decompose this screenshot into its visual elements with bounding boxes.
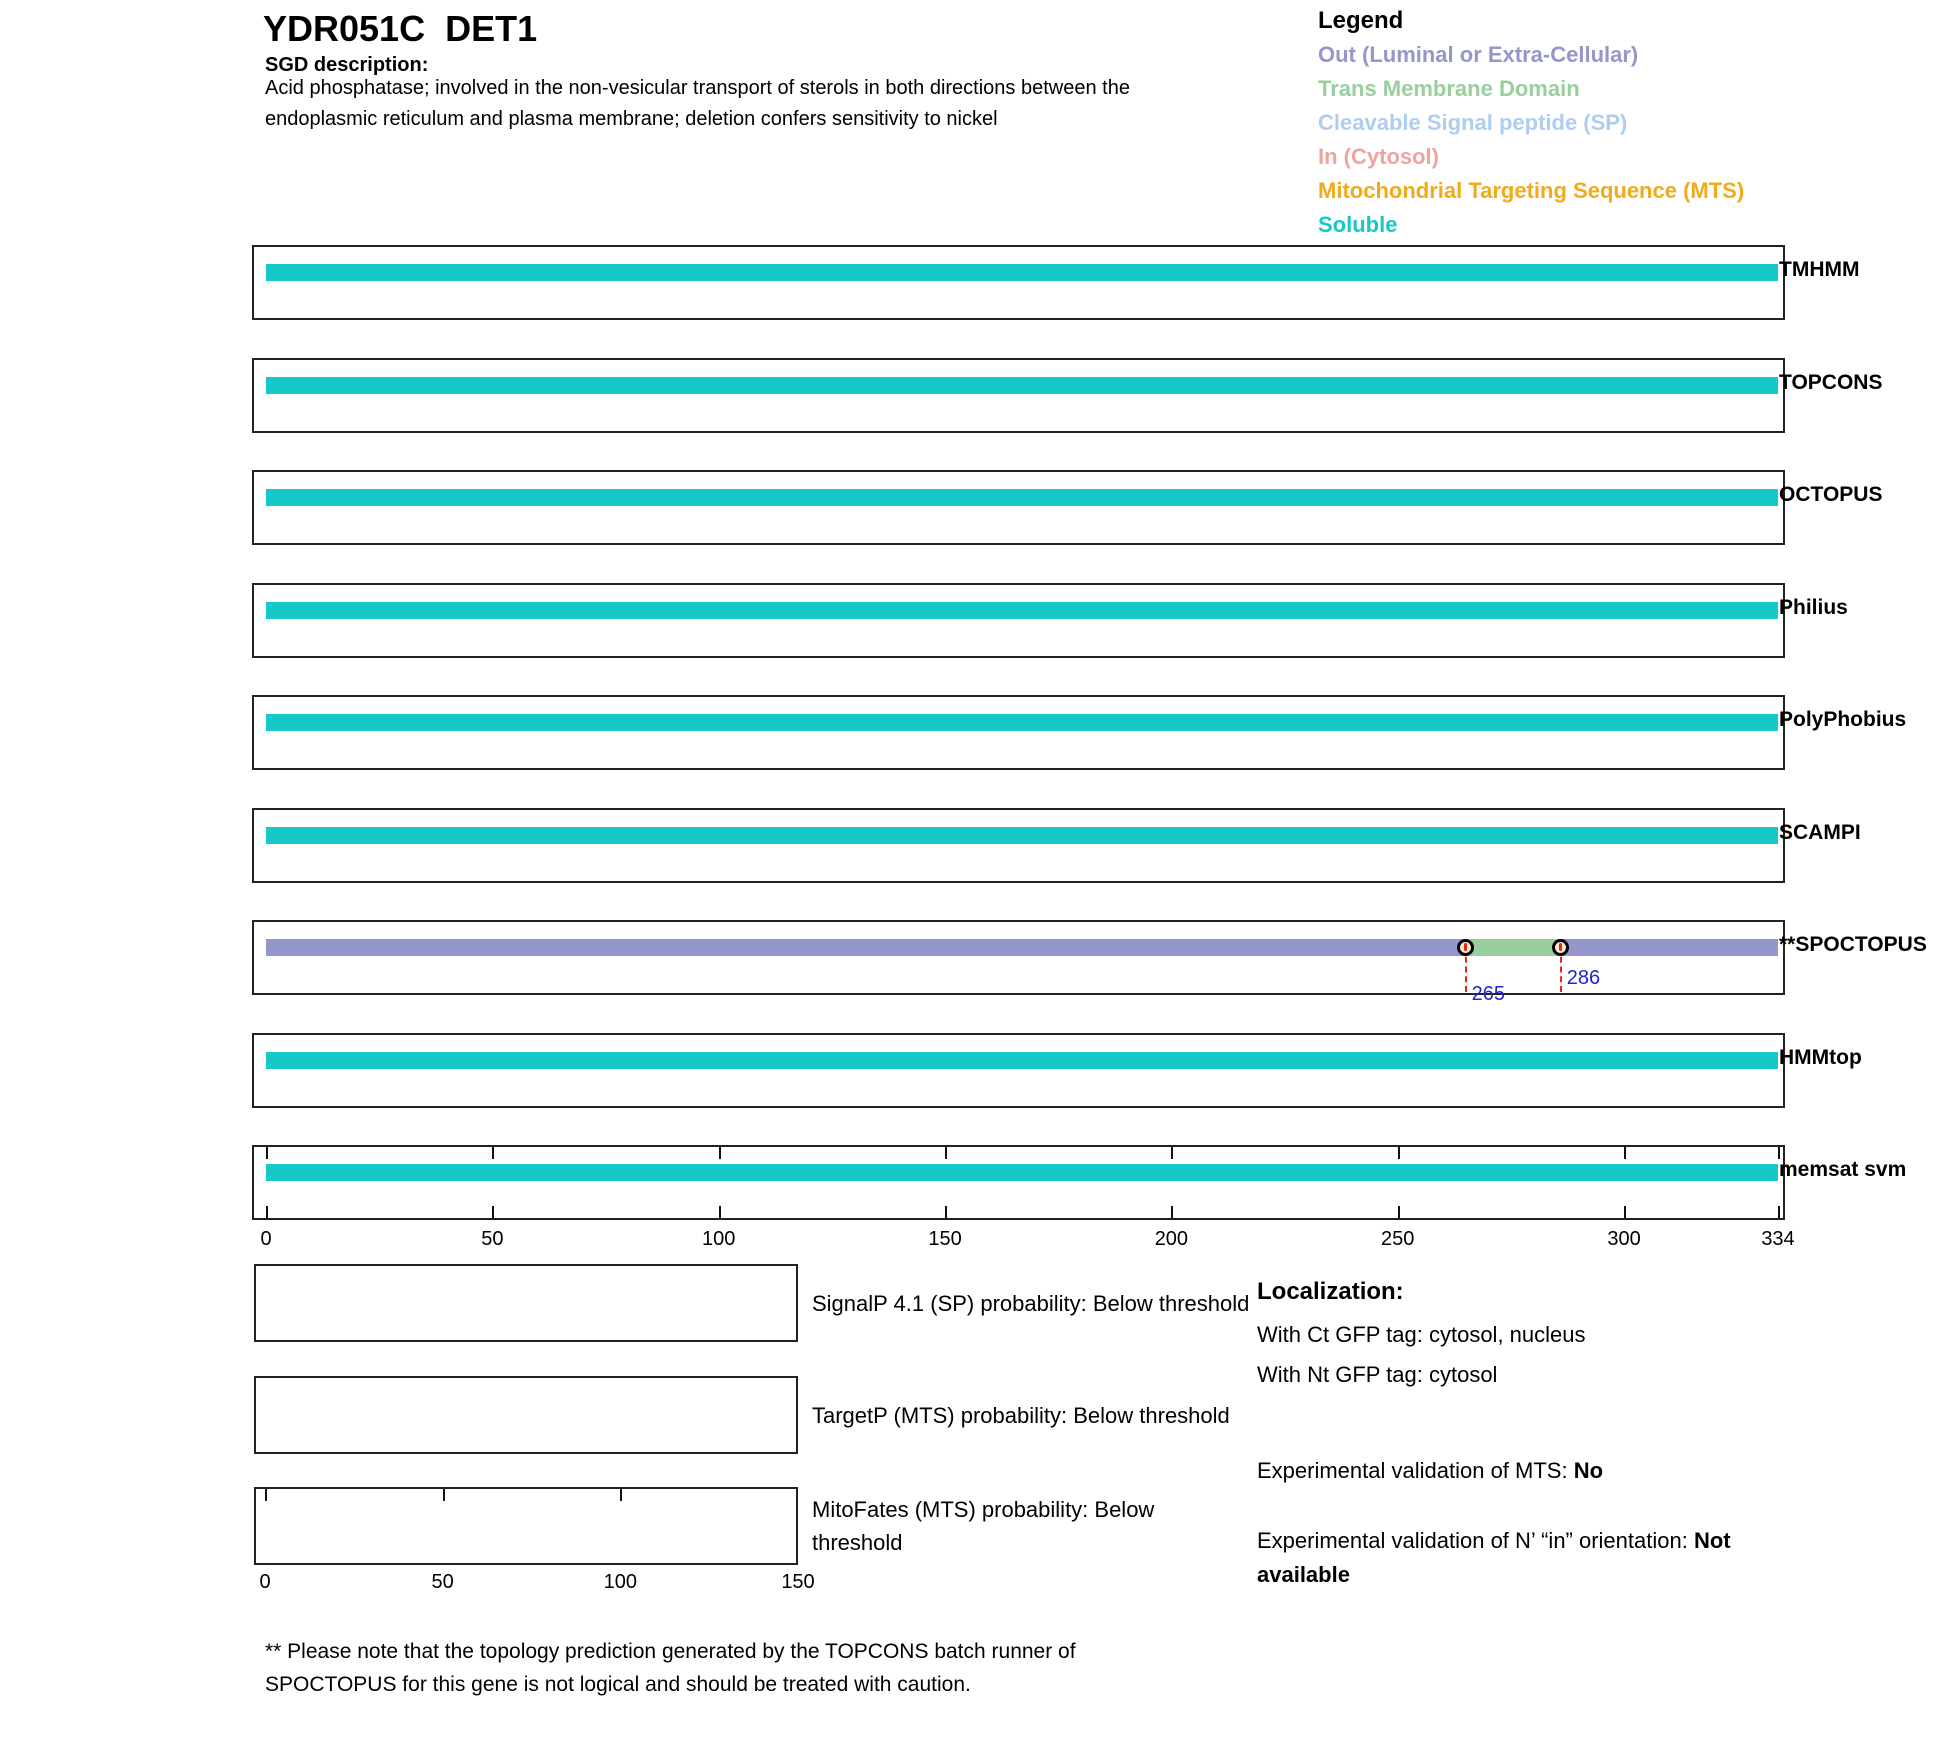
mts-validation-line bbox=[1257, 1458, 1603, 1484]
track-label-philius: Philius bbox=[1779, 596, 1848, 619]
track-label-topcons: TOPCONS bbox=[1779, 371, 1883, 394]
panel-label-line: SignalP 4.1 (SP) probability: Below threshold bbox=[812, 1290, 1250, 1316]
orientation-value: Not available bbox=[1257, 1528, 1731, 1587]
panel-label-mitofates bbox=[812, 1487, 1154, 1565]
axis-tickmark bbox=[492, 1147, 494, 1159]
track-segment-tm bbox=[1466, 939, 1561, 956]
track-box-memsat-svm bbox=[252, 1145, 1785, 1220]
orientation-validation-line bbox=[1257, 1524, 1817, 1592]
track-segment-soluble bbox=[266, 714, 1778, 731]
track-segment-soluble bbox=[266, 1164, 1778, 1181]
track-label-hmmtop: HMMtop bbox=[1779, 1046, 1862, 1069]
mts-validation-prefix: Experimental validation of MTS: bbox=[1257, 1458, 1574, 1483]
track-box-octopus bbox=[252, 470, 1785, 545]
panel-axis-tickmark bbox=[265, 1489, 267, 1501]
axis-tickmark bbox=[1171, 1147, 1173, 1159]
legend-entries bbox=[1318, 38, 1744, 242]
sgd-description-line: Acid phosphatase; involved in the non-vesicular transport of sterols in both directions between the bbox=[265, 77, 1130, 99]
footnote-line: ** Please note that the topology prediction generated by the TOPCONS batch runner of bbox=[265, 1640, 1076, 1663]
page-title: YDR051C DET1 bbox=[263, 8, 538, 49]
legend-entry-out: Out (Luminal or Extra-Cellular) bbox=[1318, 42, 1639, 67]
track-segment-soluble bbox=[266, 264, 1778, 281]
track-segment-soluble bbox=[266, 602, 1778, 619]
track-segment-soluble bbox=[266, 377, 1778, 394]
orientation-prefix: Experimental validation of N’ “in” orientation: bbox=[1257, 1528, 1694, 1553]
axis-tickmark bbox=[719, 1206, 721, 1218]
legend-entry-tm: Trans Membrane Domain bbox=[1318, 76, 1580, 101]
panel-label-line: threshold bbox=[812, 1530, 903, 1555]
residue-axis-label: 100 bbox=[702, 1228, 736, 1250]
sgd-description-line: endoplasmic reticulum and plasma membrane; deletion confers sensitivity to nickel bbox=[265, 108, 998, 130]
track-label-octopus: OCTOPUS bbox=[1779, 483, 1883, 506]
axis-tickmark bbox=[1624, 1206, 1626, 1218]
track-label-tmhmm: TMHMM bbox=[1779, 258, 1860, 281]
axis-tickmark bbox=[1398, 1206, 1400, 1218]
residue-axis-label: 300 bbox=[1607, 1228, 1641, 1250]
axis-tickmark bbox=[945, 1206, 947, 1218]
track-box-spoctopus bbox=[252, 920, 1785, 1005]
legend-entry-mts: Mitochondrial Targeting Sequence (MTS) bbox=[1318, 178, 1745, 203]
panel-axis-label: 0 bbox=[259, 1571, 271, 1593]
residue-axis-label: 200 bbox=[1154, 1228, 1189, 1250]
track-box-philius bbox=[252, 583, 1785, 658]
residue-axis-label: 250 bbox=[1381, 1228, 1415, 1250]
residue-axis-label: 50 bbox=[481, 1228, 504, 1250]
panel-box-mitofates bbox=[254, 1487, 798, 1565]
panel-axis-label: 50 bbox=[431, 1571, 454, 1593]
residue-axis-label: 334 bbox=[1761, 1228, 1795, 1250]
mts-validation-value: No bbox=[1573, 1458, 1604, 1483]
track-box-tmhmm bbox=[252, 245, 1785, 320]
legend-entry-soluble: Soluble bbox=[1318, 212, 1398, 237]
legend-entry-in: In (Cytosol) bbox=[1318, 144, 1439, 169]
panel-box-signalp bbox=[254, 1264, 798, 1342]
track-label-polyphobius: PolyPhobius bbox=[1779, 708, 1907, 731]
sgd-description-label: SGD description: bbox=[265, 54, 429, 76]
legend bbox=[1318, 4, 1744, 242]
localization-nt-line: With Nt GFP tag: cytosol bbox=[1257, 1362, 1498, 1387]
footnote-line: SPOCTOPUS for this gene is not logical and should be treated with caution. bbox=[265, 1673, 971, 1696]
track-segment-soluble bbox=[266, 489, 1778, 506]
axis-tickmark bbox=[719, 1147, 721, 1159]
panel-label-line: MitoFates (MTS) probability: Below bbox=[812, 1497, 1155, 1522]
track-box-topcons bbox=[252, 358, 1785, 433]
axis-tickmark bbox=[1171, 1206, 1173, 1218]
residue-axis-label: 0 bbox=[260, 1228, 272, 1250]
axis-tickmark bbox=[1778, 1206, 1780, 1218]
panel-axis-tickmark bbox=[620, 1489, 622, 1501]
track-segment-soluble bbox=[266, 1052, 1778, 1069]
axis-tickmark bbox=[266, 1147, 268, 1159]
residue-axis-label: 150 bbox=[928, 1228, 962, 1250]
track-box-polyphobius bbox=[252, 695, 1785, 770]
localization-ct-line: With Ct GFP tag: cytosol, nucleus bbox=[1257, 1322, 1586, 1347]
panel-axis-label: 150 bbox=[781, 1571, 815, 1593]
panel-label-line: TargetP (MTS) probability: Below threshold bbox=[812, 1402, 1230, 1428]
legend-title: Legend bbox=[1318, 7, 1404, 34]
panel-label-targetp bbox=[812, 1376, 1230, 1454]
legend-entry-sp: Cleavable Signal peptide (SP) bbox=[1318, 110, 1628, 135]
track-label-scampi: SCAMPI bbox=[1779, 821, 1861, 844]
track-label-memsat-svm: memsat svm bbox=[1779, 1158, 1907, 1181]
axis-tickmark bbox=[1398, 1147, 1400, 1159]
tm-boundary-dot-icon bbox=[1559, 943, 1562, 951]
panel-label-signalp bbox=[812, 1264, 1249, 1342]
tm-boundary-label: 265 bbox=[1471, 983, 1506, 1005]
tm-boundary-dot-icon bbox=[1464, 943, 1467, 951]
track-box-hmmtop bbox=[252, 1033, 1785, 1108]
track-segment-soluble bbox=[266, 827, 1778, 844]
localization-title: Localization: bbox=[1257, 1278, 1404, 1305]
track-label-spoctopus: **SPOCTOPUS bbox=[1779, 933, 1927, 956]
panel-axis-tickmark bbox=[443, 1489, 445, 1501]
panel-axis-label: 100 bbox=[603, 1571, 638, 1593]
axis-tickmark bbox=[1624, 1147, 1626, 1159]
axis-tickmark bbox=[492, 1206, 494, 1218]
tm-boundary-label: 286 bbox=[1566, 967, 1601, 989]
axis-tickmark bbox=[266, 1206, 268, 1218]
track-box-scampi bbox=[252, 808, 1785, 883]
panel-box-targetp bbox=[254, 1376, 798, 1454]
axis-tickmark bbox=[945, 1147, 947, 1159]
